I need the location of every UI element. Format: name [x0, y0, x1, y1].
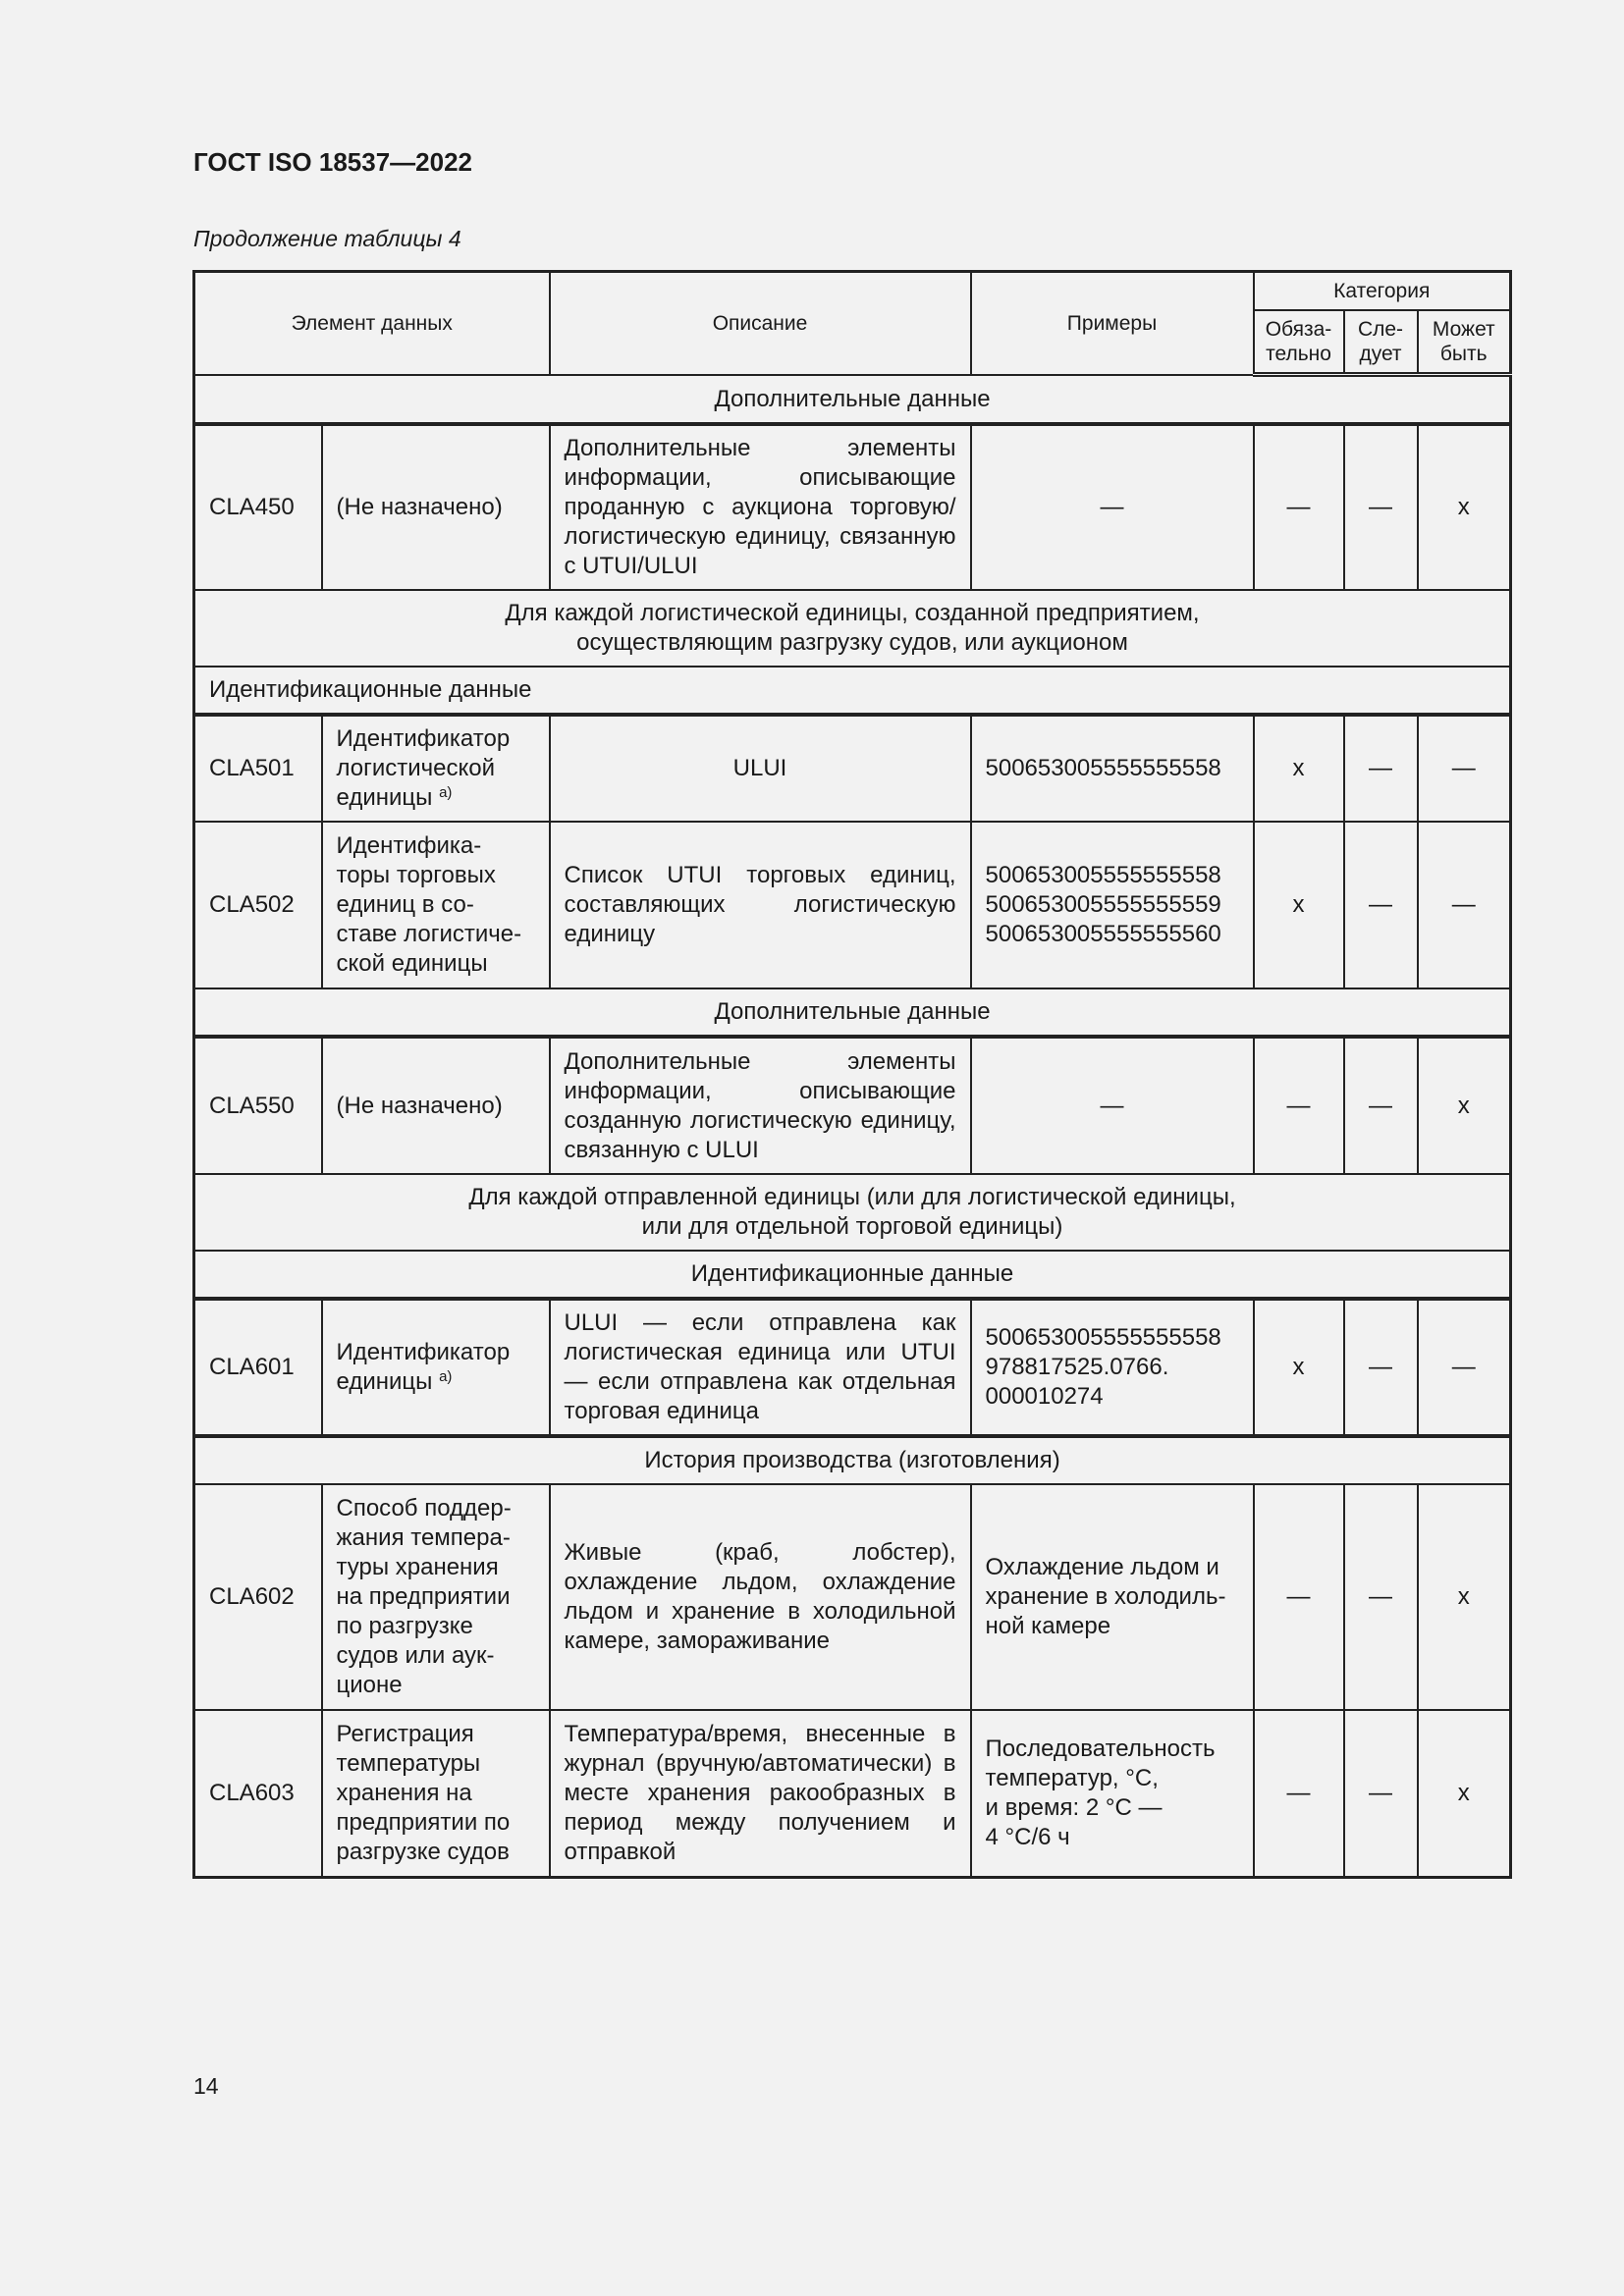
section-title: Идентификационные данные	[194, 667, 1511, 715]
row-should: —	[1344, 822, 1418, 988]
table-row	[194, 1484, 1511, 1710]
row-name: Регистрация температуры хранения на предприятии по разгрузке судов	[322, 1710, 550, 1877]
row-code: CLA501	[194, 715, 322, 822]
row-should: —	[1344, 424, 1418, 590]
row-may: x	[1418, 1484, 1511, 1710]
row-name	[322, 715, 550, 822]
header-mandatory: Обяза- тельно	[1254, 310, 1344, 375]
section-title: История производства (изготовления)	[194, 1436, 1511, 1484]
row-may: —	[1418, 822, 1511, 988]
section-row	[194, 1251, 1511, 1299]
row-name-text: Идентификатор логистической единицы	[336, 725, 511, 811]
row-code: CLA602	[194, 1484, 322, 1710]
row-should: —	[1344, 715, 1418, 822]
header-should: Сле- дует	[1344, 310, 1418, 375]
table-caption: Продолжение таблицы 4	[193, 226, 461, 251]
row-description: Список UTUI торговых единиц, составляющих логистическую единицу	[550, 822, 971, 988]
row-example: —	[971, 1037, 1254, 1174]
row-code: CLA550	[194, 1037, 322, 1174]
row-description: Температура/время, внесенные в журнал (вручную/автоматически) в месте хранения ракообразных в период между получением и отправкой	[550, 1710, 971, 1877]
table-row	[194, 822, 1511, 988]
row-code: CLA502	[194, 822, 322, 988]
row-name: Идентифика- торы торговых единиц в со- ставе логистиче- ской единицы	[322, 822, 550, 988]
section-row	[194, 375, 1511, 425]
data-table	[192, 270, 1512, 1879]
row-may: x	[1418, 424, 1511, 590]
section-row	[194, 667, 1511, 715]
row-mandatory: —	[1254, 1037, 1344, 1174]
row-example: —	[971, 424, 1254, 590]
row-name-text: Идентификатор единицы	[336, 1339, 511, 1395]
section-row	[194, 1174, 1511, 1251]
section-title: Для каждой отправленной единицы (или для логистической единицы, или для отдельной торговой единицы)	[194, 1174, 1511, 1251]
row-code: CLA601	[194, 1299, 322, 1436]
header-examples: Примеры	[971, 272, 1254, 375]
row-mandatory: —	[1254, 1710, 1344, 1877]
row-example: 500653005555555558 978817525.0766. 000010274	[971, 1299, 1254, 1436]
document-header: ГОСТ ISO 18537—2022	[193, 147, 473, 177]
row-example: Последовательность температур, °С, и время: 2 °С — 4 °С/6 ч	[971, 1710, 1254, 1877]
row-description: ULUI	[550, 715, 971, 822]
table-row	[194, 1299, 1511, 1436]
row-mandatory: —	[1254, 1484, 1344, 1710]
header-may: Может быть	[1418, 310, 1511, 375]
row-description: ULUI — если отправлена как логистическая единица или UTUI — если отправлена как отдельная торговая единица	[550, 1299, 971, 1436]
section-title: Дополнительные данные	[194, 375, 1511, 425]
row-mandatory: —	[1254, 424, 1344, 590]
section-title: Дополнительные данные	[194, 988, 1511, 1037]
row-description: Живые (краб, лобстер), охлаждение льдом, охлаждение льдом и хранение в холодильной камере, замораживание	[550, 1484, 971, 1710]
row-may: —	[1418, 1299, 1511, 1436]
row-description: Дополнительные элементы информации, описывающие созданную логистическую единицу, связанную с ULUI	[550, 1037, 971, 1174]
row-code: CLA450	[194, 424, 322, 590]
section-row	[194, 590, 1511, 667]
row-name	[322, 1299, 550, 1436]
row-code: CLA603	[194, 1710, 322, 1877]
row-example: 500653005555555558 500653005555555559 500653005555555560	[971, 822, 1254, 988]
row-should: —	[1344, 1484, 1418, 1710]
table-row	[194, 715, 1511, 822]
row-may: x	[1418, 1037, 1511, 1174]
row-description: Дополнительные элементы информации, описывающие проданную с аукциона торговую/логистическую единицу, связанную с UTUI/ULUI	[550, 424, 971, 590]
table-row	[194, 424, 1511, 590]
row-name: Способ поддер- жания темпера- туры хранения на предприятии по разгрузке судов или аук- ционе	[322, 1484, 550, 1710]
row-should: —	[1344, 1299, 1418, 1436]
row-may: —	[1418, 715, 1511, 822]
row-mandatory: x	[1254, 1299, 1344, 1436]
footnote-ref: а)	[439, 784, 453, 801]
header-description: Описание	[550, 272, 971, 375]
table-row	[194, 1037, 1511, 1174]
table-row	[194, 1710, 1511, 1877]
section-row	[194, 988, 1511, 1037]
section-row	[194, 1436, 1511, 1484]
header-element: Элемент данных	[194, 272, 550, 375]
row-may: x	[1418, 1710, 1511, 1877]
row-name: (Не назначено)	[322, 424, 550, 590]
row-example: Охлаждение льдом и хранение в холодиль- ной камере	[971, 1484, 1254, 1710]
section-title: Идентификационные данные	[194, 1251, 1511, 1299]
row-name: (Не назначено)	[322, 1037, 550, 1174]
row-mandatory: x	[1254, 822, 1344, 988]
row-should: —	[1344, 1037, 1418, 1174]
row-mandatory: x	[1254, 715, 1344, 822]
page-number: 14	[193, 2073, 219, 2099]
row-example: 500653005555555558	[971, 715, 1254, 822]
header-category: Категория	[1254, 272, 1511, 311]
footnote-ref: а)	[439, 1368, 453, 1385]
section-title: Для каждой логистической единицы, созданной предприятием, осуществляющим разгрузку судов, или аукционом	[194, 590, 1511, 667]
row-should: —	[1344, 1710, 1418, 1877]
